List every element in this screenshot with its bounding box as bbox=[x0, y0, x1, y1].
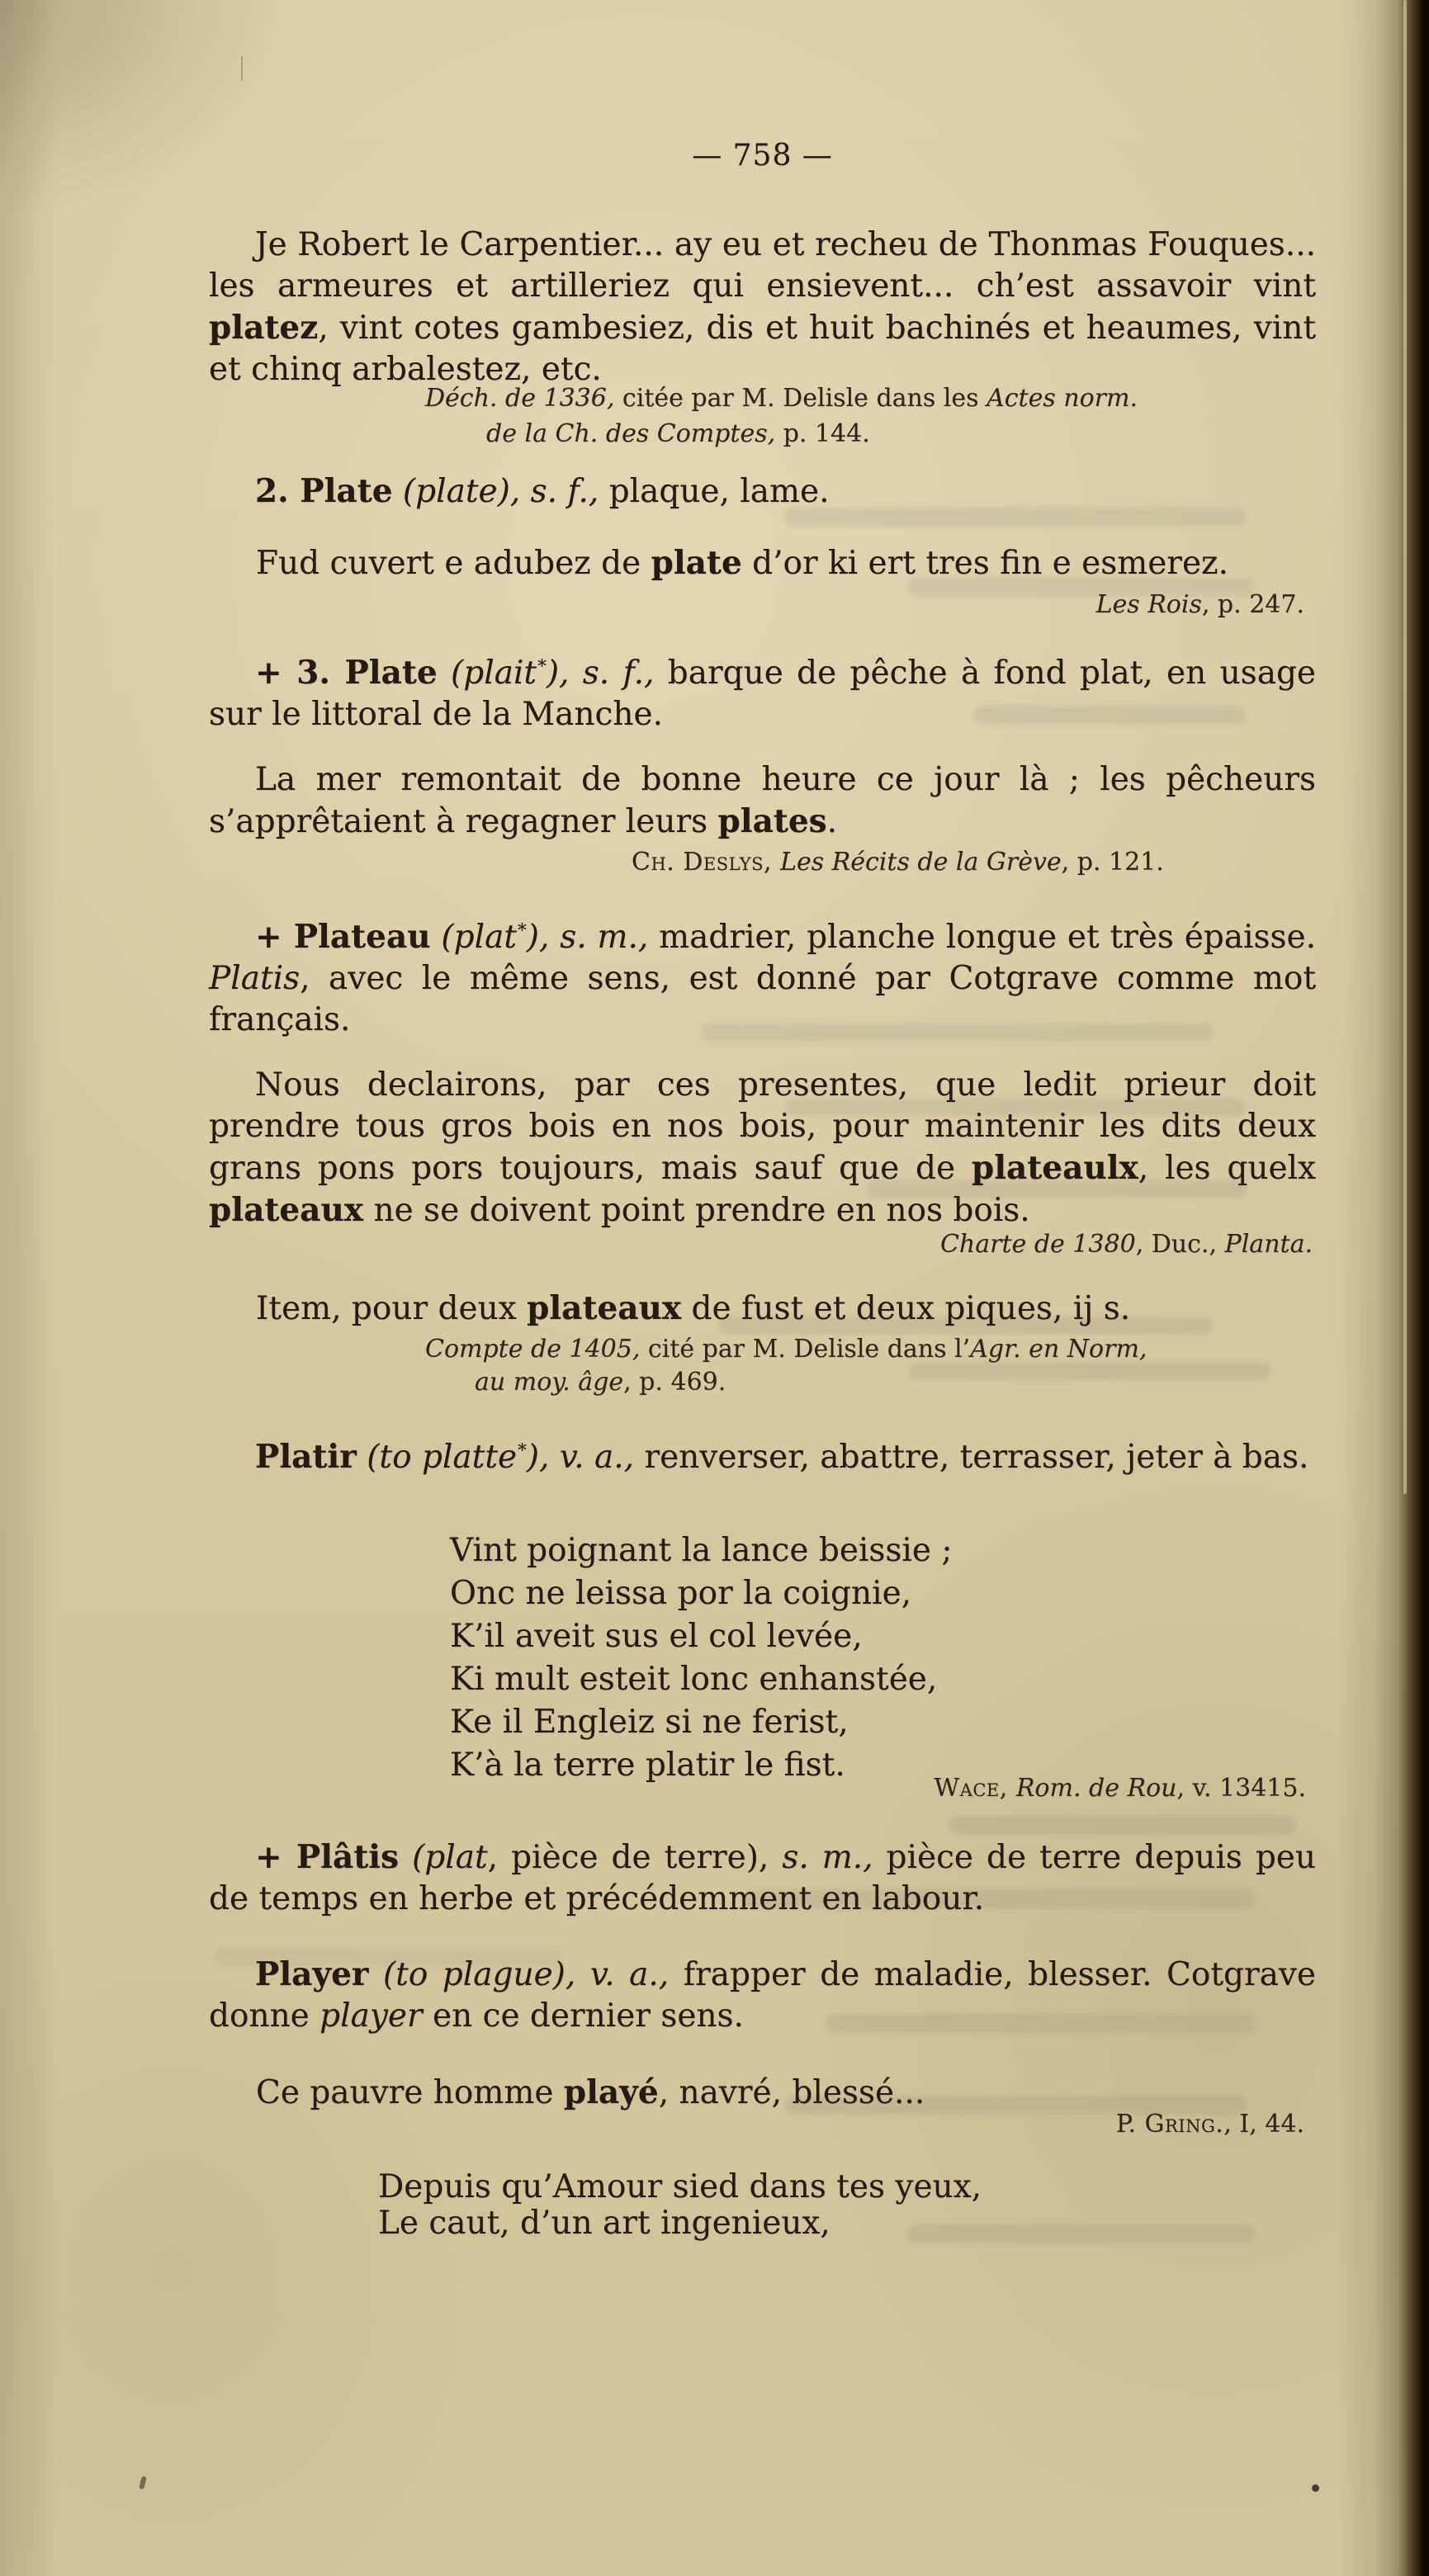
text-run: (plat bbox=[430, 919, 518, 956]
text-run: Je Robert le Carpentier... ay eu et recheu de Thonmas Fouques... les armeures et artilleriez qui ensievent... ch’est assavoir vint bbox=[209, 226, 1316, 305]
citation-gring bbox=[1057, 2107, 1304, 2142]
source-title: Charte de 1380 bbox=[939, 1230, 1136, 1259]
text-run: , vint cotes gambesiez, dis et huit bachinés et heaumes, vint et chinq arbalestez, etc. bbox=[209, 310, 1316, 388]
cited-form: player bbox=[319, 1997, 423, 2035]
page-ref: , p. 121. bbox=[1061, 848, 1164, 877]
citation-dech-line2 bbox=[486, 417, 870, 451]
text-run: Ce pauvre homme bbox=[256, 2074, 564, 2111]
ink-speck bbox=[1312, 2484, 1319, 2492]
pos-label: s. m., bbox=[560, 919, 649, 956]
source-title: Planta. bbox=[1224, 1230, 1313, 1259]
emphasized-word: plateaulx bbox=[971, 1149, 1138, 1187]
verse-line: Le caut, d’un art ingenieux, bbox=[378, 2205, 830, 2242]
emphasized-word: plate bbox=[651, 544, 742, 582]
citation-dech-line1 bbox=[425, 381, 1138, 416]
etymology bbox=[357, 1439, 560, 1476]
emphasized-word: platez bbox=[209, 309, 319, 347]
pos-label: s. m., bbox=[782, 1839, 873, 1876]
headword: + Plâtis bbox=[255, 1838, 400, 1876]
emphasized-word: plateaux bbox=[527, 1289, 682, 1327]
headword: + 3. Plate bbox=[255, 654, 438, 692]
gloss: madrier, planche longue et très épaisse. bbox=[648, 919, 1317, 956]
text-run: Item, pour deux bbox=[256, 1290, 528, 1327]
text-run: cité par M. Delisle dans l’ bbox=[640, 1335, 971, 1364]
verse-line: Vint poignant la lance beissie ; bbox=[450, 1532, 953, 1569]
etymology: (plate), bbox=[392, 473, 531, 510]
quote-la-mer bbox=[209, 759, 1316, 843]
page-edge-highlight bbox=[1403, 0, 1407, 1494]
ink-speck bbox=[139, 2476, 147, 2490]
page-ref: , p. 469. bbox=[623, 1368, 726, 1397]
text-run: d’or ki ert tres fin e esmerez. bbox=[741, 545, 1228, 582]
headword: Platir bbox=[255, 1438, 357, 1476]
text-run: , Duc., bbox=[1135, 1230, 1225, 1259]
source-title: Déch. de 1336, bbox=[425, 384, 615, 413]
entry-plate-2 bbox=[209, 470, 1316, 513]
source-title: Les Rois bbox=[1095, 590, 1202, 619]
pos-label: v. a., bbox=[559, 1439, 635, 1476]
citation-les-rois bbox=[892, 588, 1304, 622]
author-name: Wace, bbox=[934, 1774, 1016, 1803]
pos-label: s. f., bbox=[530, 473, 599, 510]
text-run: de fust et deux piques, ij s. bbox=[681, 1290, 1131, 1327]
page-ref: , v. 13415. bbox=[1176, 1774, 1306, 1803]
citation-deslys bbox=[632, 845, 1164, 880]
page-ref: , I, 44. bbox=[1223, 2110, 1304, 2139]
cited-form: Platis bbox=[209, 960, 300, 997]
asterisk-mark: * bbox=[537, 656, 547, 677]
gloss: , avec le même sens, est donné par Cotgrave comme mot français. bbox=[209, 960, 1316, 1038]
text-run: . bbox=[826, 803, 838, 840]
citation-compte-line1 bbox=[425, 1332, 1147, 1367]
asterisk-mark: * bbox=[518, 1440, 527, 1461]
gloss: barque de pêche à fond plat, en usage sur le littoral de la Manche. bbox=[209, 655, 1316, 733]
quote-fud bbox=[256, 542, 1228, 584]
verse-line: Ki mult esteit lonc enhanstée, bbox=[450, 1661, 938, 1698]
gloss: renverser, abattre, terrasser, jeter à bas. bbox=[634, 1439, 1309, 1476]
etymology: (to plague), bbox=[368, 1956, 590, 1993]
emphasized-word: plates bbox=[717, 802, 827, 840]
text-run: ), bbox=[546, 655, 583, 692]
headword: + Plateau bbox=[255, 918, 431, 956]
page-number: — 758 — bbox=[692, 139, 833, 173]
citation-wace bbox=[842, 1771, 1306, 1806]
etymology: (plat bbox=[399, 1839, 488, 1876]
text-run: ), bbox=[526, 919, 561, 956]
gloss: plaque, lame. bbox=[599, 473, 830, 510]
entry-player bbox=[209, 1954, 1316, 2037]
asterisk-mark: * bbox=[518, 920, 527, 941]
source-title: Compte de 1405, bbox=[425, 1335, 641, 1364]
verse-line: K’il aveit sus el col levée, bbox=[450, 1618, 863, 1655]
gloss: pièce de terre depuis peu de temps en herbe et précédemment en labour. bbox=[209, 1839, 1316, 1917]
emphasized-word: plateaux bbox=[209, 1191, 364, 1229]
citation-charte bbox=[826, 1227, 1313, 1262]
verse-wace bbox=[450, 1529, 953, 1787]
citation-compte-line2 bbox=[475, 1365, 726, 1400]
entry-platis bbox=[209, 1836, 1316, 1920]
pos-label: v. a., bbox=[589, 1956, 670, 1993]
headword: 2. Plate bbox=[255, 472, 393, 510]
text-run: citée par M. Delisle dans les bbox=[614, 384, 987, 413]
author-name: Ch. Deslys, bbox=[632, 848, 781, 877]
text-run: , pièce de terre), bbox=[487, 1839, 783, 1876]
page-ref: p. 144. bbox=[775, 419, 870, 448]
verse-line: Onc ne leissa por la coignie, bbox=[450, 1575, 912, 1612]
left-edge-vignette bbox=[0, 0, 58, 2576]
text-run: ), bbox=[526, 1439, 560, 1476]
verse-line: Ke il Engleiz si ne ferist, bbox=[450, 1704, 849, 1741]
entry-plate-3 bbox=[209, 646, 1316, 735]
page-ref: , p. 247. bbox=[1201, 590, 1304, 619]
page-edge-shadow bbox=[1338, 0, 1429, 2576]
quote-item bbox=[256, 1288, 1130, 1330]
source-title: Actes norm. bbox=[987, 384, 1138, 413]
emphasized-word: playé bbox=[563, 2073, 659, 2111]
etymology bbox=[431, 919, 561, 956]
headword: Player bbox=[255, 1955, 369, 1993]
quote-ce-pauvre bbox=[256, 2072, 925, 2114]
source-title: Les Récits de la Grève bbox=[780, 848, 1062, 877]
intro-paragraph bbox=[209, 225, 1316, 390]
text-run: , les quelx bbox=[1138, 1150, 1317, 1187]
gloss: en ce dernier sens. bbox=[422, 1997, 744, 2035]
text-run: (to platte bbox=[356, 1439, 518, 1476]
source-title: Rom. de Rou bbox=[1015, 1774, 1177, 1803]
bleedthrough-ghost bbox=[949, 1816, 1296, 1834]
entry-platir bbox=[209, 1430, 1316, 1478]
text-run: Fud cuvert e adubez de bbox=[256, 545, 651, 582]
etymology bbox=[438, 655, 583, 692]
source-title: Agr. en Norm, bbox=[970, 1335, 1147, 1364]
text-run: ne se doivent point prendre en nos bois. bbox=[363, 1192, 1030, 1229]
quote-nous-declairons bbox=[209, 1065, 1316, 1231]
text-run: La mer remontait de bonne heure ce jour là ; les pêcheurs s’apprêtaient à regagner leurs bbox=[209, 761, 1316, 840]
verse-line: Depuis qu’Amour sied dans tes yeux, bbox=[378, 2168, 982, 2205]
verse-final bbox=[378, 2169, 982, 2242]
entry-plateau bbox=[209, 910, 1316, 1041]
source-title: au moy. âge bbox=[475, 1368, 624, 1397]
text-run: (plait bbox=[437, 655, 537, 692]
text-run: Nous declairons, par ces presentes, que ledit prieur doit prendre tous gros bois en nos bois, pour maintenir les dits deux grans pons pors toujours, mais sauf que de bbox=[209, 1066, 1316, 1187]
pos-label: s. f., bbox=[582, 655, 655, 692]
author-name: P. Gring. bbox=[1115, 2110, 1224, 2139]
source-title: de la Ch. des Comptes, bbox=[486, 419, 776, 448]
text-run: , navré, blessé... bbox=[658, 2074, 925, 2111]
stray-fiber bbox=[241, 56, 243, 81]
verse-line: K’à la terre platir le fist. bbox=[450, 1746, 845, 1784]
gloss: frapper de maladie, blesser. Cotgrave donne bbox=[209, 1956, 1317, 2035]
